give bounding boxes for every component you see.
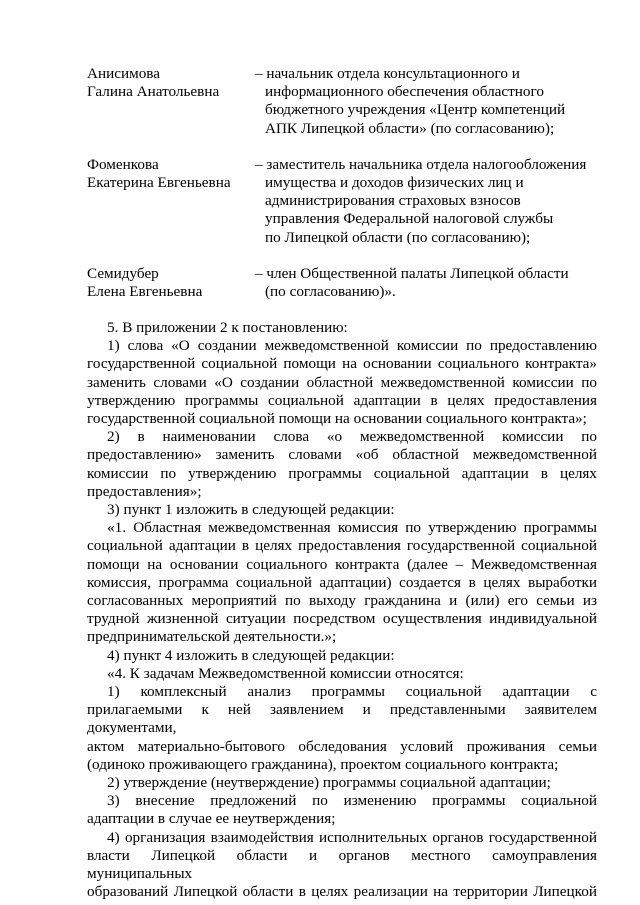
position-line: (по согласованию)». bbox=[265, 283, 396, 301]
member-name bbox=[87, 156, 255, 247]
text-line: 1) слова «О создании межведомственной комиссии по предоставлению bbox=[107, 337, 597, 355]
text-line: государственной социальной помощи на основании социального контракта»; bbox=[87, 410, 587, 428]
text-line: 2) в наименовании слова «о межведомственной комиссии по bbox=[107, 428, 597, 446]
text-line: комиссии по утверждению программы социальной адаптации в целях bbox=[87, 464, 597, 482]
paragraph bbox=[87, 774, 597, 792]
paragraph bbox=[87, 319, 597, 337]
member-name bbox=[87, 265, 255, 301]
member-name bbox=[87, 65, 255, 138]
text-line: «1. Областная межведомственная комиссия по утверждению программы bbox=[107, 519, 597, 537]
paragraph bbox=[87, 792, 597, 828]
text-line: утверждению программы социальной адаптации в целях предоставления bbox=[87, 391, 597, 409]
text-line: 2) утверждение (неутверждение) программы социальной адаптации; bbox=[107, 774, 551, 792]
text-line: предпринимательской деятельности.»; bbox=[87, 628, 337, 646]
position-line: бюджетного учреждения «Центр компетенций bbox=[265, 101, 566, 119]
member-entry bbox=[87, 156, 602, 247]
paragraph bbox=[87, 647, 597, 665]
text-line: 3) внесение предложений по изменению программы социальной bbox=[107, 792, 597, 810]
text-line: комиссия, программа социальной адаптации) создается в целях выработки bbox=[87, 573, 597, 591]
position-line: информационного обеспечения областного bbox=[265, 83, 544, 101]
text-line: трудной жизненной ситуации посредством осуществления индивидуальной bbox=[87, 610, 597, 628]
paragraph bbox=[87, 665, 597, 683]
member-given-name: Галина Анатольевна bbox=[87, 83, 220, 101]
text-line: социальной адаптации в целях предоставления государственной социальной bbox=[87, 537, 597, 555]
position-line: администрирования страховых взносов bbox=[265, 192, 521, 210]
text-line: (одиноко проживающего гражданина), проектом социального контракта; bbox=[87, 755, 559, 773]
paragraph bbox=[87, 337, 597, 428]
paragraph bbox=[87, 501, 597, 519]
position-line: – начальник отдела консультационного и bbox=[255, 65, 520, 82]
text-line: «4. К задачам Межведомственной комиссии относятся: bbox=[107, 664, 464, 682]
member-given-name: Елена Евгеньевна bbox=[87, 283, 203, 301]
member-surname: Анисимова bbox=[87, 65, 161, 82]
text-line: 4) пункт 4 изложить в следующей редакции: bbox=[107, 646, 395, 664]
text-line: образований Липецкой области в целях реализации на территории Липецкой bbox=[87, 883, 597, 901]
commission-members-list bbox=[87, 65, 602, 319]
text-line: государственной социальной помощи на основании социального контракта» bbox=[87, 355, 597, 373]
member-given-name: Екатерина Евгеньевна bbox=[87, 174, 231, 192]
text-line: власти Липецкой области и органов местного самоуправления муниципальных bbox=[87, 846, 597, 883]
paragraph bbox=[87, 683, 597, 774]
text-line: 1) комплексный анализ программы социальной адаптации с bbox=[107, 683, 597, 701]
text-line: помощи на основании социального контракта (далее – Межведомственная bbox=[87, 555, 597, 573]
member-position bbox=[255, 156, 602, 247]
member-entry bbox=[87, 65, 602, 138]
member-position bbox=[255, 265, 602, 301]
position-line: по Липецкой области (по согласованию); bbox=[265, 228, 531, 246]
paragraph bbox=[87, 829, 597, 902]
text-line: предоставлению» заменить словами «об областной межведомственной bbox=[87, 446, 597, 464]
text-line: предоставления»; bbox=[87, 482, 202, 500]
text-line: согласованных мероприятий по выходу гражданина и (или) его семьи из bbox=[87, 592, 597, 610]
text-line: 4) организация взаимодействия исполнительных органов государственной bbox=[107, 828, 597, 846]
text-line: 5. В приложении 2 к постановлению: bbox=[107, 319, 348, 336]
text-line: заменить словами «О создании областной межведомственной комиссии по bbox=[87, 373, 597, 391]
member-surname: Семидубер bbox=[87, 264, 159, 282]
text-line: адаптации в случае ее неутверждения; bbox=[87, 810, 336, 828]
member-entry bbox=[87, 265, 602, 301]
position-line: – член Общественной палаты Липецкой области bbox=[255, 264, 569, 282]
text-line: 3) пункт 1 изложить в следующей редакции: bbox=[107, 501, 395, 519]
text-line: актом материально-бытового обследования условий проживания семьи bbox=[87, 737, 597, 755]
position-line: – заместитель начальника отдела налогообложения bbox=[255, 155, 587, 173]
paragraph bbox=[87, 428, 597, 501]
position-line: имущества и доходов физических лиц и bbox=[265, 174, 524, 192]
position-line: управления Федеральной налоговой службы bbox=[265, 210, 554, 228]
paragraph bbox=[87, 519, 597, 646]
text-line: прилагаемыми к ней заявлением и представленными заявителем документами, bbox=[87, 701, 597, 737]
position-line: АПК Липецкой области» (по согласованию); bbox=[265, 119, 555, 137]
member-surname: Фоменкова bbox=[87, 155, 159, 173]
document-body bbox=[87, 319, 597, 902]
member-position bbox=[255, 65, 602, 138]
